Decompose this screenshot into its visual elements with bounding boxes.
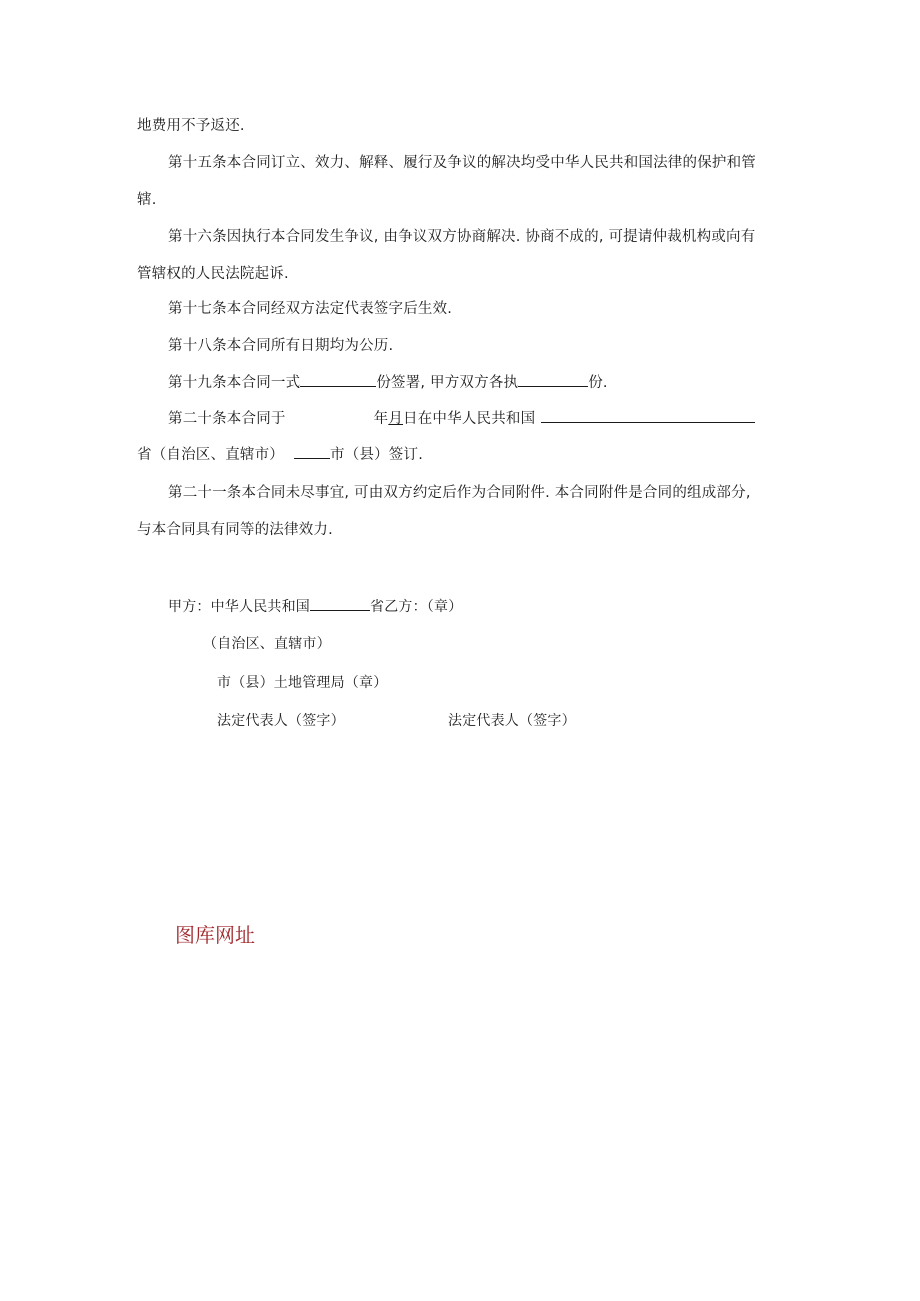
land-bureau-text: 市（县）土地管理局（章） xyxy=(217,675,388,691)
copies-total-blank xyxy=(300,372,376,387)
clause-19-text-c: 份. xyxy=(588,375,608,391)
clause-15-line-2 xyxy=(137,190,157,210)
clause-14-tail-text: 地费用不予返还. xyxy=(137,118,245,134)
clause-21-line-2 xyxy=(137,520,333,540)
clause-16-line-1 xyxy=(168,227,755,247)
clause-14-tail xyxy=(137,116,245,136)
clause-19 xyxy=(168,372,608,393)
gallery-link[interactable]: 图库网址 xyxy=(175,923,255,947)
clause-15-text-2: 辖. xyxy=(137,192,157,208)
clause-20-year: 年 xyxy=(373,411,389,427)
clause-21-text-1: 第二十一条本合同未尽事宜, 可由双方约定后作为合同附件. 本合同附件是合同的组成部分, xyxy=(168,485,751,501)
clause-15-text-1: 第十五条本合同订立、效力、解释、履行及争议的解决均受中华人民共和国法律的保护和管 xyxy=(168,155,756,171)
clause-19-text-b: 份签署, 甲方双方各执 xyxy=(376,375,519,391)
clause-20-text-b: 日在中华人民共和国 xyxy=(403,411,536,427)
rep-a-text: 法定代表人（签字） xyxy=(217,713,345,729)
rep-b-text: 法定代表人（签字） xyxy=(448,713,576,729)
clause-20-text-c: 省（自治区、直辖市） xyxy=(137,447,284,463)
clause-18 xyxy=(168,336,393,356)
signature-region-line xyxy=(203,634,331,654)
clause-20-text-d: 市（县）签订. xyxy=(330,447,424,463)
region-text: （自治区、直辖市） xyxy=(203,636,331,652)
clause-17-text: 第十七条本合同经双方法定代表签字后生效. xyxy=(168,301,453,317)
clause-18-text: 第十八条本合同所有日期均为公历. xyxy=(168,338,394,354)
party-b-label: 省乙方：（章） xyxy=(370,599,463,615)
party-a-label: 甲方：中华人民共和国 xyxy=(168,599,310,615)
clause-16-line-2 xyxy=(137,264,289,284)
clause-21-line-1 xyxy=(168,483,751,503)
copies-each-blank xyxy=(518,372,588,387)
signature-rep-b xyxy=(448,711,576,731)
party-a-province-blank xyxy=(310,596,370,611)
signature-bureau-line xyxy=(217,673,387,693)
signature-rep-a xyxy=(217,711,345,731)
country-place-blank xyxy=(541,408,755,423)
clause-15-line-1 xyxy=(168,153,756,173)
clause-20-line-1 xyxy=(168,408,755,429)
clause-19-text-a: 第十九条本合同一式 xyxy=(168,375,301,391)
signature-party-line xyxy=(168,596,462,617)
clause-16-text-2: 管辖权的人民法院起诉. xyxy=(137,266,289,282)
clause-17 xyxy=(168,299,452,319)
city-blank xyxy=(294,444,330,459)
clause-20-text-a: 第二十条本合同于 xyxy=(168,411,286,427)
clause-21-text-2: 与本合同具有同等的法律效力. xyxy=(137,522,333,538)
clause-20-line-2 xyxy=(137,444,423,465)
clause-20-month: 月 xyxy=(388,411,404,427)
clause-16-text-1: 第十六条因执行本合同发生争议, 由争议双方协商解决. 协商不成的, 可提请仲裁机构或向有 xyxy=(168,229,756,245)
